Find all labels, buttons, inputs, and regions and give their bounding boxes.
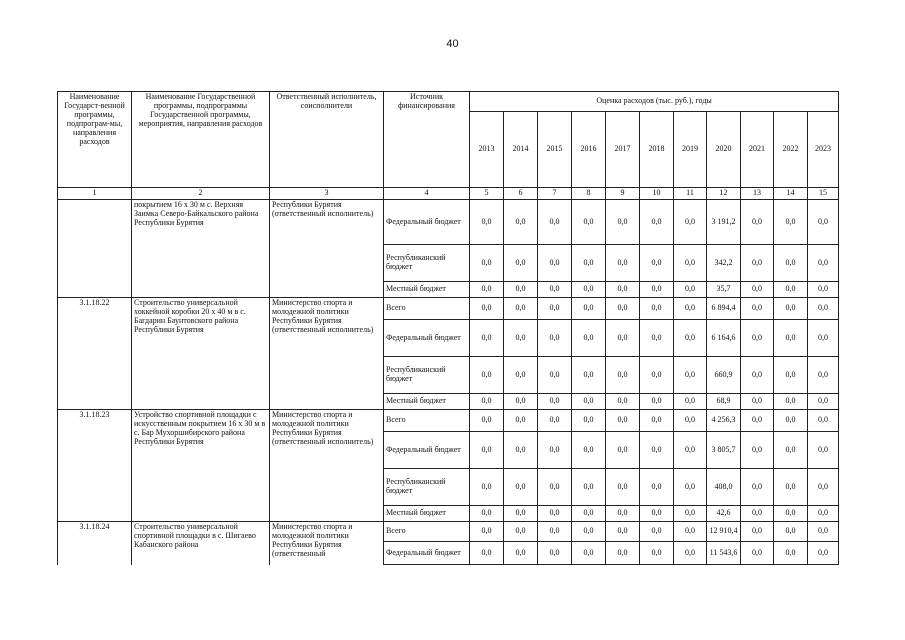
responsible-executor: Республики Бурятия (ответственный исполнитель) — [270, 200, 384, 298]
header-program-name: Наименование Государственной программы, подпрограммы Государственной программы, мероприятия, направления расходов — [132, 92, 270, 188]
responsible-executor: Министерство спорта и молодежной политики Республики Бурятия (ответственный исполнитель) — [270, 410, 384, 522]
budget-value: 0,0 — [538, 357, 572, 394]
budget-value: 0,0 — [470, 245, 504, 282]
budget-value: 0,0 — [808, 410, 839, 432]
budget-value: 0,0 — [606, 506, 640, 522]
budget-value: 0,0 — [606, 394, 640, 410]
table-row — [58, 522, 839, 542]
budget-value: 0,0 — [640, 298, 674, 320]
budget-value: 0,0 — [606, 282, 640, 298]
budget-value: 0,0 — [674, 522, 707, 542]
column-number: 3 — [270, 188, 384, 200]
budget-value: 0,0 — [538, 506, 572, 522]
budget-value: 35,7 — [707, 282, 741, 298]
table-row — [58, 298, 839, 320]
column-number: 8 — [572, 188, 606, 200]
budget-value: 6 894,4 — [707, 298, 741, 320]
budget-value: 0,0 — [470, 394, 504, 410]
budget-value: 0,0 — [741, 298, 774, 320]
budget-value: 0,0 — [741, 542, 774, 565]
budget-value: 0,0 — [808, 542, 839, 565]
page-number: 40 — [446, 38, 459, 50]
budget-value: 0,0 — [470, 298, 504, 320]
budget-value: 0,0 — [674, 245, 707, 282]
budget-value: 0,0 — [774, 357, 808, 394]
budget-value: 0,0 — [674, 506, 707, 522]
budget-value: 0,0 — [606, 200, 640, 245]
budget-value: 0,0 — [808, 357, 839, 394]
budget-value: 0,0 — [538, 394, 572, 410]
budget-value: 0,0 — [674, 320, 707, 357]
budget-value: 0,0 — [640, 410, 674, 432]
budget-value: 0,0 — [504, 432, 538, 469]
year-header: 2014 — [504, 112, 538, 188]
column-number: 10 — [640, 188, 674, 200]
budget-value: 0,0 — [538, 245, 572, 282]
budget-value: 0,0 — [640, 394, 674, 410]
budget-value: 0,0 — [674, 469, 707, 506]
budget-value: 3 191,2 — [707, 200, 741, 245]
budget-value: 0,0 — [640, 469, 674, 506]
budget-value: 0,0 — [470, 542, 504, 565]
header-funding-source: Источник финансирования — [384, 92, 470, 188]
budget-value: 0,0 — [572, 357, 606, 394]
budget-value: 0,0 — [504, 469, 538, 506]
budget-value: 0,0 — [808, 298, 839, 320]
budget-value: 0,0 — [572, 394, 606, 410]
table-body — [58, 200, 839, 565]
budget-value: 0,0 — [640, 282, 674, 298]
budget-value: 0,0 — [572, 298, 606, 320]
budget-value: 0,0 — [606, 357, 640, 394]
budget-value: 0,0 — [606, 320, 640, 357]
year-header: 2020 — [707, 112, 741, 188]
funding-source: Местный бюджет — [384, 394, 470, 410]
activity-name: покрытием 16 х 30 м с. Верхняя Заимка Северо-Байкальского района Республики Бурятия — [132, 200, 270, 298]
column-number: 7 — [538, 188, 572, 200]
budget-value: 0,0 — [774, 432, 808, 469]
funding-source: Республиканский бюджет — [384, 357, 470, 394]
column-number: 4 — [384, 188, 470, 200]
budget-value: 0,0 — [674, 410, 707, 432]
budget-value: 0,0 — [470, 506, 504, 522]
budget-value: 0,0 — [741, 394, 774, 410]
budget-value: 0,0 — [504, 245, 538, 282]
budget-value: 0,0 — [470, 410, 504, 432]
budget-value: 0,0 — [640, 522, 674, 542]
budget-value: 0,0 — [606, 298, 640, 320]
budget-value: 0,0 — [538, 542, 572, 565]
budget-table — [57, 91, 839, 565]
funding-source: Федеральный бюджет — [384, 542, 470, 565]
year-header: 2021 — [741, 112, 774, 188]
budget-value: 11 543,6 — [707, 542, 741, 565]
budget-value: 0,0 — [808, 394, 839, 410]
budget-value: 0,0 — [504, 200, 538, 245]
budget-value: 0,0 — [808, 200, 839, 245]
budget-value: 0,0 — [808, 282, 839, 298]
budget-value: 0,0 — [741, 245, 774, 282]
budget-value: 0,0 — [572, 245, 606, 282]
budget-value: 0,0 — [741, 410, 774, 432]
year-header: 2019 — [674, 112, 707, 188]
budget-value: 0,0 — [572, 200, 606, 245]
budget-value: 0,0 — [504, 282, 538, 298]
budget-value: 0,0 — [606, 410, 640, 432]
budget-value: 0,0 — [774, 282, 808, 298]
budget-value: 0,0 — [741, 200, 774, 245]
funding-source: Республиканский бюджет — [384, 469, 470, 506]
funding-source: Республиканский бюджет — [384, 245, 470, 282]
activity-name: Строительство универсальной хоккейной коробки 20 х 40 м в с. Багдарин Баунтовского района Республики Бурятия — [132, 298, 270, 410]
budget-value: 0,0 — [774, 320, 808, 357]
budget-value: 0,0 — [674, 432, 707, 469]
budget-value: 0,0 — [504, 357, 538, 394]
funding-source: Всего — [384, 522, 470, 542]
column-number: 14 — [774, 188, 808, 200]
budget-value: 0,0 — [504, 394, 538, 410]
budget-value: 0,0 — [538, 282, 572, 298]
activity-name: Строительство универсальной спортивной площадки в с. Шигаево Кабанского района — [132, 522, 270, 565]
budget-value: 0,0 — [640, 320, 674, 357]
budget-value: 3 805,7 — [707, 432, 741, 469]
year-header: 2016 — [572, 112, 606, 188]
funding-source: Федеральный бюджет — [384, 320, 470, 357]
budget-value: 0,0 — [538, 469, 572, 506]
budget-value: 342,2 — [707, 245, 741, 282]
funding-source: Местный бюджет — [384, 282, 470, 298]
year-header: 2022 — [774, 112, 808, 188]
funding-source: Всего — [384, 298, 470, 320]
budget-value: 0,0 — [606, 469, 640, 506]
table-row — [58, 410, 839, 432]
budget-value: 0,0 — [538, 200, 572, 245]
column-number: 11 — [674, 188, 707, 200]
budget-value: 0,0 — [538, 320, 572, 357]
budget-value: 0,0 — [572, 282, 606, 298]
budget-value: 0,0 — [741, 469, 774, 506]
column-number: 15 — [808, 188, 839, 200]
budget-value: 0,0 — [741, 506, 774, 522]
responsible-executor: Министерство спорта и молодежной политики Республики Бурятия (ответственный — [270, 522, 384, 565]
budget-value: 0,0 — [572, 320, 606, 357]
funding-source: Местный бюджет — [384, 506, 470, 522]
table-row — [58, 200, 839, 245]
funding-source: Федеральный бюджет — [384, 200, 470, 245]
budget-value: 0,0 — [808, 245, 839, 282]
budget-value: 0,0 — [741, 320, 774, 357]
column-number: 6 — [504, 188, 538, 200]
budget-value: 0,0 — [470, 200, 504, 245]
activity-code: 3.1.18.24 — [58, 522, 132, 565]
budget-value: 0,0 — [674, 542, 707, 565]
budget-value: 0,0 — [606, 542, 640, 565]
budget-value: 0,0 — [674, 357, 707, 394]
budget-value: 0,0 — [572, 410, 606, 432]
budget-value: 0,0 — [741, 282, 774, 298]
column-number: 9 — [606, 188, 640, 200]
budget-value: 42,6 — [707, 506, 741, 522]
budget-value: 0,0 — [774, 410, 808, 432]
budget-value: 0,0 — [674, 394, 707, 410]
budget-value: 0,0 — [774, 506, 808, 522]
budget-value: 0,0 — [808, 522, 839, 542]
budget-value: 0,0 — [572, 506, 606, 522]
budget-value: 0,0 — [741, 432, 774, 469]
budget-value: 0,0 — [572, 469, 606, 506]
activity-code: 3.1.18.22 — [58, 298, 132, 410]
budget-value: 0,0 — [774, 542, 808, 565]
budget-value: 0,0 — [640, 357, 674, 394]
budget-value: 0,0 — [774, 394, 808, 410]
budget-value: 0,0 — [572, 522, 606, 542]
column-numbers-row — [58, 188, 839, 200]
budget-value: 0,0 — [640, 506, 674, 522]
budget-value: 0,0 — [741, 522, 774, 542]
budget-value: 0,0 — [538, 432, 572, 469]
year-header: 2017 — [606, 112, 640, 188]
budget-value: 0,0 — [538, 298, 572, 320]
year-header: 2018 — [640, 112, 674, 188]
budget-value: 0,0 — [741, 357, 774, 394]
budget-value: 0,0 — [504, 506, 538, 522]
budget-value: 0,0 — [640, 245, 674, 282]
responsible-executor: Министерство спорта и молодежной политики Республики Бурятия (ответственный исполнитель) — [270, 298, 384, 410]
budget-value: 0,0 — [504, 522, 538, 542]
column-number: 1 — [58, 188, 132, 200]
year-header: 2013 — [470, 112, 504, 188]
budget-value: 0,0 — [774, 245, 808, 282]
budget-value: 0,0 — [504, 320, 538, 357]
budget-value: 0,0 — [606, 245, 640, 282]
budget-value: 0,0 — [674, 282, 707, 298]
budget-value: 0,0 — [538, 410, 572, 432]
budget-value: 0,0 — [808, 506, 839, 522]
column-number: 12 — [707, 188, 741, 200]
budget-value: 6 164,6 — [707, 320, 741, 357]
budget-value: 0,0 — [572, 432, 606, 469]
activity-code: 3.1.18.23 — [58, 410, 132, 522]
budget-value: 0,0 — [504, 410, 538, 432]
budget-value: 0,0 — [504, 542, 538, 565]
budget-value: 0,0 — [470, 320, 504, 357]
year-header: 2015 — [538, 112, 572, 188]
column-number: 2 — [132, 188, 270, 200]
budget-value: 0,0 — [606, 522, 640, 542]
budget-value: 0,0 — [674, 200, 707, 245]
budget-value: 0,0 — [808, 469, 839, 506]
column-number: 5 — [470, 188, 504, 200]
column-number: 13 — [741, 188, 774, 200]
header-executor: Ответственный исполнитель, соисполнители — [270, 92, 384, 188]
funding-source: Всего — [384, 410, 470, 432]
budget-value: 0,0 — [674, 298, 707, 320]
budget-value: 0,0 — [470, 522, 504, 542]
budget-value: 0,0 — [470, 357, 504, 394]
budget-value: 68,9 — [707, 394, 741, 410]
budget-value: 0,0 — [538, 522, 572, 542]
budget-value: 0,0 — [572, 542, 606, 565]
budget-value: 4 256,3 — [707, 410, 741, 432]
budget-value: 0,0 — [640, 542, 674, 565]
year-header: 2023 — [808, 112, 839, 188]
budget-value: 660,9 — [707, 357, 741, 394]
budget-value: 0,0 — [808, 432, 839, 469]
budget-value: 0,0 — [774, 200, 808, 245]
budget-value: 0,0 — [808, 320, 839, 357]
budget-value: 0,0 — [774, 522, 808, 542]
budget-value: 0,0 — [470, 432, 504, 469]
header-program: Наименование Государст-венной программы, подпрограм-мы, направления расходов — [58, 92, 132, 188]
budget-value: 0,0 — [640, 200, 674, 245]
funding-source: Федеральный бюджет — [384, 432, 470, 469]
activity-name: Устройство спортивной площадки с искусственным покрытием 16 х 30 м в с. Бар Мухоршибирского района Республики Бурятия — [132, 410, 270, 522]
budget-value: 0,0 — [470, 469, 504, 506]
budget-value: 0,0 — [774, 469, 808, 506]
budget-value: 0,0 — [504, 298, 538, 320]
budget-value: 12 910,4 — [707, 522, 741, 542]
budget-value: 0,0 — [470, 282, 504, 298]
budget-value: 408,0 — [707, 469, 741, 506]
budget-value: 0,0 — [606, 432, 640, 469]
activity-code — [58, 200, 132, 298]
budget-value: 0,0 — [774, 298, 808, 320]
budget-value: 0,0 — [640, 432, 674, 469]
header-years-caption: Оценка расходов (тыс. руб.), годы — [470, 92, 839, 112]
